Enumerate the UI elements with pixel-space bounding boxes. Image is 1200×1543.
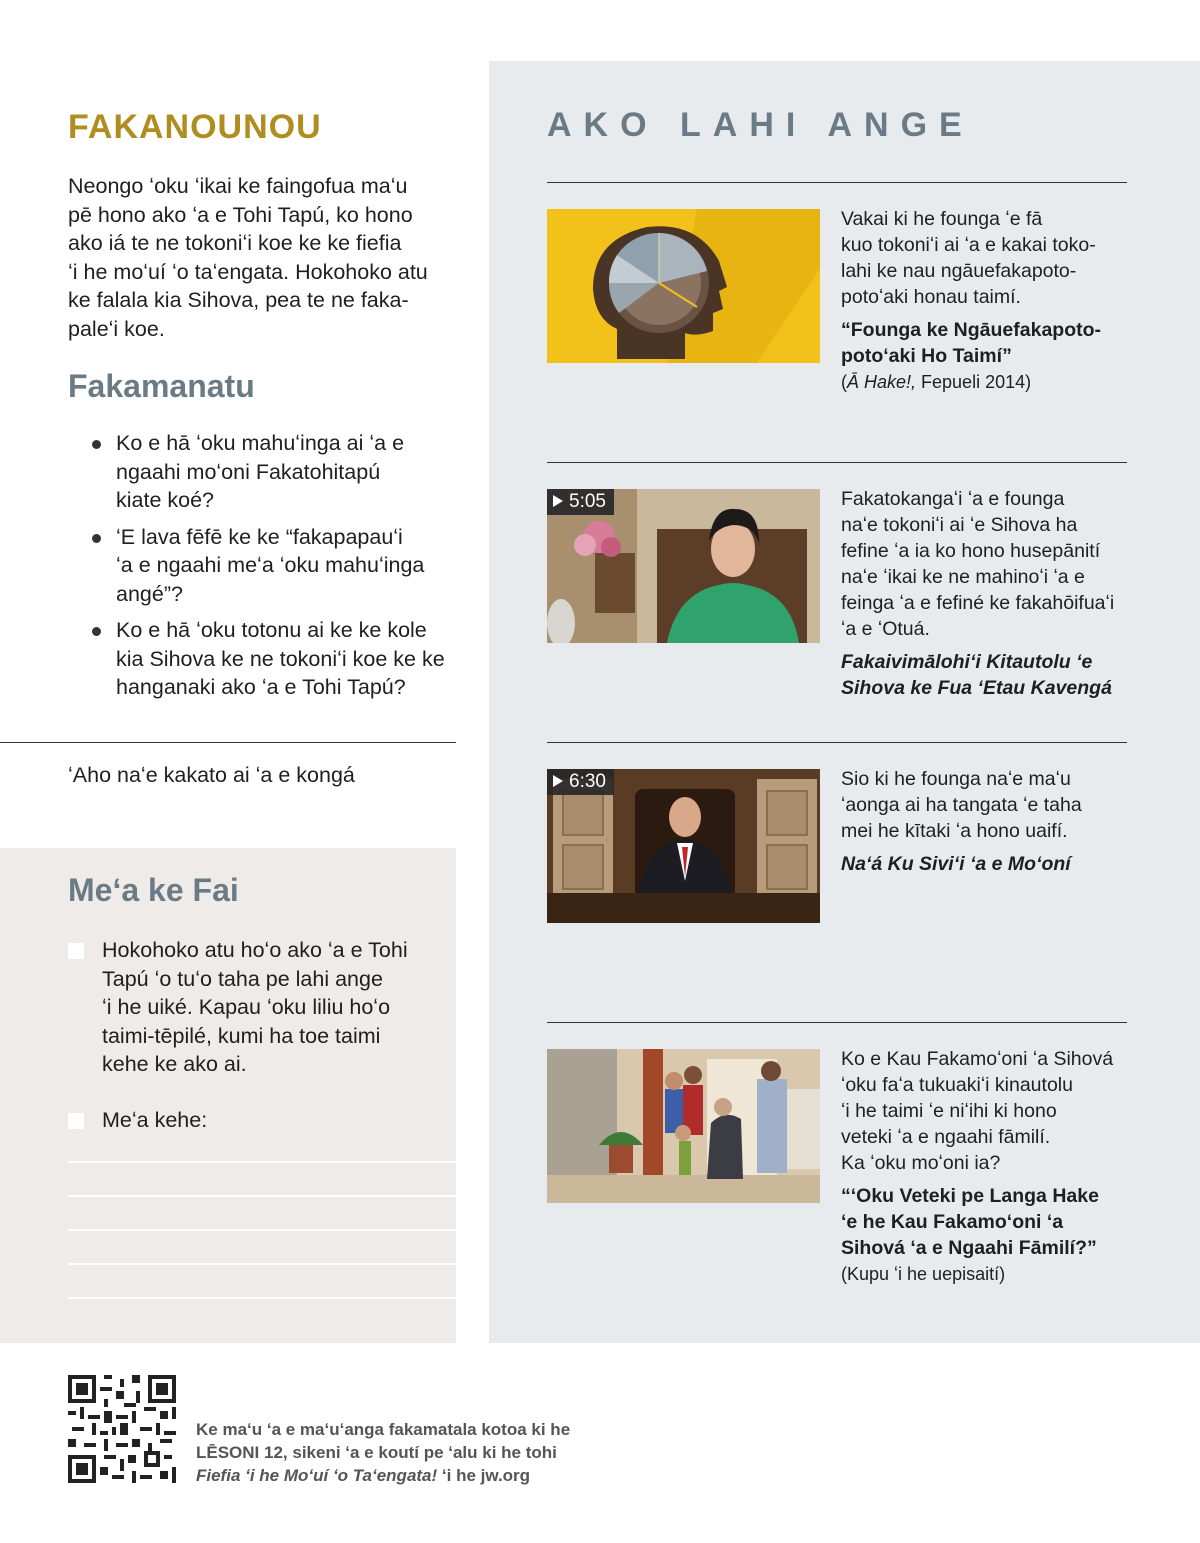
description-line: kuo tokoniʻi ai ʻa e kakai toko- <box>841 234 1096 256</box>
title-line: “ʻOku Veteki pe Langa Hake <box>841 1185 1099 1207</box>
item-description <box>841 766 1131 844</box>
video-duration: 6:30 <box>569 771 606 792</box>
description-line: ʻaonga ai ha tangata ʻe taha <box>841 794 1082 816</box>
question-line: hanganaki ako ʻa e Tohi Tapú? <box>116 675 406 699</box>
footer-note <box>196 1418 570 1487</box>
qr-code-icon[interactable] <box>68 1375 176 1483</box>
question-line: angé”? <box>116 581 183 606</box>
more-study-item <box>841 766 1131 877</box>
completion-date-label[interactable]: ʻAho naʻe kakato ai ʻa e kongá <box>68 763 355 787</box>
play-icon <box>553 495 563 507</box>
title-line: ʻe he Kau Fakamoʻoni ʻa <box>841 1211 1064 1233</box>
play-icon <box>553 775 563 787</box>
write-in-line[interactable] <box>68 1229 456 1231</box>
question-line: kia Sihova ke ne tokoniʻi koe ke ke <box>116 646 445 671</box>
question-line: Ko e hā ʻoku totonu ai ke ke kole <box>116 618 427 642</box>
book-title: Fiefia ʻi he Moʻuí ʻo Taʻengata! <box>196 1466 438 1485</box>
footer-line: LĒSONI 12, sikeni ʻa e koutí pe ʻalu ki he tohi <box>196 1443 557 1462</box>
family-greeting-image <box>547 1049 820 1203</box>
article-source: (Kupu ʻi he uepisaití) <box>841 1264 1006 1284</box>
intro-line: ke falala kia Sihova, pea te ne faka- <box>68 288 409 312</box>
todo-heading: Meʻa ke Fai <box>68 872 239 908</box>
source-date: Fepueli 2014) <box>916 372 1032 392</box>
description-line: ʻi he taimi ʻe niʻihi ki hono <box>841 1100 1057 1122</box>
description-line: veteki ʻa e ngaahi fāmilí. <box>841 1126 1051 1148</box>
review-question <box>88 523 458 609</box>
other-checkbox-item[interactable] <box>68 1106 432 1135</box>
description-line: mei he kītaki ʻa hono uaifí. <box>841 820 1068 842</box>
description-line: Vakai ki he founga ʻe fā <box>841 208 1043 230</box>
footer-site[interactable]: ʻi he jw.org <box>437 1466 531 1485</box>
article-thumbnail[interactable] <box>547 209 820 363</box>
review-question <box>88 429 458 515</box>
question-line: Ko e hā ʻoku mahuʻinga ai ʻa e <box>116 431 405 455</box>
goal-line: kehe ke ako ai. <box>102 1052 247 1076</box>
title-line: Sihova ke Fua ʻEtau Kavengá <box>841 677 1112 699</box>
goal-line: ʻi he uiké. Kapau ʻoku liliu hoʻo <box>102 995 391 1019</box>
bullet-icon <box>92 627 101 636</box>
divider <box>547 742 1127 743</box>
goal-line: Tapú ʻo tuʻo taha pe lahi ange <box>102 966 383 991</box>
divider <box>547 462 1127 463</box>
write-in-line[interactable] <box>68 1161 456 1163</box>
todo-panel <box>0 848 456 1343</box>
divider <box>547 1022 1127 1023</box>
source-paren: ( <box>841 372 847 392</box>
other-label: Meʻa kehe: <box>102 1108 208 1132</box>
description-line: lahi ke nau ngāuefakapoto- <box>841 260 1077 282</box>
head-clock-illustration <box>547 209 820 363</box>
description-line: feinga ʻa e fefiné ke fakahōifuaʻi <box>841 592 1115 614</box>
description-line: Sio ki he founga naʻe maʻu <box>841 768 1071 790</box>
review-heading: Fakamanatu <box>68 368 255 404</box>
goal-checkbox-item[interactable] <box>68 936 432 1079</box>
item-description <box>841 206 1131 310</box>
article-source <box>841 369 1131 395</box>
article-title-link[interactable] <box>841 1183 1131 1261</box>
goal-text <box>102 936 432 1079</box>
bullet-icon <box>92 440 101 449</box>
more-study-heading: AKO LAHI ANGE <box>547 106 974 144</box>
title-line: Naʻá Ku Siviʻi ʻa e Moʻoní <box>841 853 1071 875</box>
write-in-line[interactable] <box>68 1263 456 1265</box>
intro-line: ako iá te ne tokoniʻi koe ke ke fiefia <box>68 231 402 255</box>
question-line: ngaahi moʻoni Fakatohitapú <box>116 459 381 484</box>
review-list <box>88 429 458 710</box>
intro-line: ʻi he moʻuí ʻo taʻengata. Hokohoko atu <box>68 259 428 284</box>
checkbox-icon[interactable] <box>68 1113 84 1129</box>
more-study-item <box>841 206 1131 395</box>
description-line: potoʻaki honau taimí. <box>841 286 1021 308</box>
description-line: Ka ʻoku moʻoni ia? <box>841 1152 1001 1174</box>
question-line: kiate koé? <box>116 488 215 512</box>
title-line: “Founga ke Ngāuefakapoto- <box>841 319 1102 341</box>
video-duration: 5:05 <box>569 491 606 512</box>
article-thumbnail[interactable] <box>547 1049 820 1203</box>
review-question <box>88 616 458 702</box>
video-thumbnail[interactable] <box>547 489 820 643</box>
description-line: fefine ʻa ia ko hono husepānití <box>841 540 1101 562</box>
more-study-item <box>841 486 1131 701</box>
source-publication: Ā Hake!, <box>847 372 917 392</box>
divider <box>0 742 456 743</box>
more-study-item <box>841 1046 1131 1287</box>
question-line: ʻa e ngaahi meʻa ʻoku mahuʻinga <box>116 553 425 577</box>
checkbox-icon[interactable] <box>68 943 84 959</box>
item-description <box>841 1046 1131 1176</box>
intro-line: pē hono ako ʻa e Tohi Tapú, ko hono <box>68 202 413 227</box>
footer-line <box>196 1464 570 1487</box>
summary-heading: FAKANOUNOU <box>68 108 322 146</box>
video-title-link[interactable] <box>841 649 1131 701</box>
description-line: Fakatokangaʻi ʻa e founga <box>841 488 1065 510</box>
summary-intro <box>68 172 468 343</box>
description-line: naʻe tokoniʻi ai ʻe Sihova ha <box>841 514 1078 536</box>
video-duration-badge <box>547 489 614 515</box>
divider <box>547 182 1127 183</box>
item-description <box>841 486 1131 642</box>
title-line: Fakaivimālohiʻi Kitautolu ʻe <box>841 651 1093 673</box>
title-line: potoʻaki Ho Taimí” <box>841 345 1012 367</box>
description-line: ʻoku faʻa tukuakiʻi kinautolu <box>841 1074 1073 1096</box>
write-in-line[interactable] <box>68 1195 456 1197</box>
description-line: naʻe ʻikai ke ne mahinoʻi ʻa e <box>841 566 1085 588</box>
goal-line: taimi-tēpilé, kumi ha toe taimi <box>102 1023 381 1048</box>
video-thumbnail[interactable] <box>547 769 820 923</box>
description-line: ʻa e ʻOtuá. <box>841 618 930 640</box>
video-duration-badge <box>547 769 614 795</box>
goal-line: Hokohoko atu hoʻo ako ʻa e Tohi <box>102 938 408 962</box>
question-line: ʻE lava fēfē ke ke “fakapapauʻi <box>116 524 403 549</box>
write-in-line[interactable] <box>68 1297 456 1299</box>
intro-line: paleʻi koe. <box>68 316 165 341</box>
title-line: Sihová ʻa e Ngaahi Fāmilí?” <box>841 1237 1097 1259</box>
footer-line: Ke maʻu ʻa e maʻuʻanga fakamatala kotoa ki he <box>196 1420 571 1439</box>
description-line: Ko e Kau Fakamoʻoni ʻa Sihová <box>841 1048 1114 1070</box>
video-title-link[interactable] <box>841 851 1131 877</box>
intro-line: Neongo ʻoku ʻikai ke faingofua maʻu <box>68 174 408 198</box>
article-title-link[interactable] <box>841 317 1131 369</box>
bullet-icon <box>92 534 101 543</box>
